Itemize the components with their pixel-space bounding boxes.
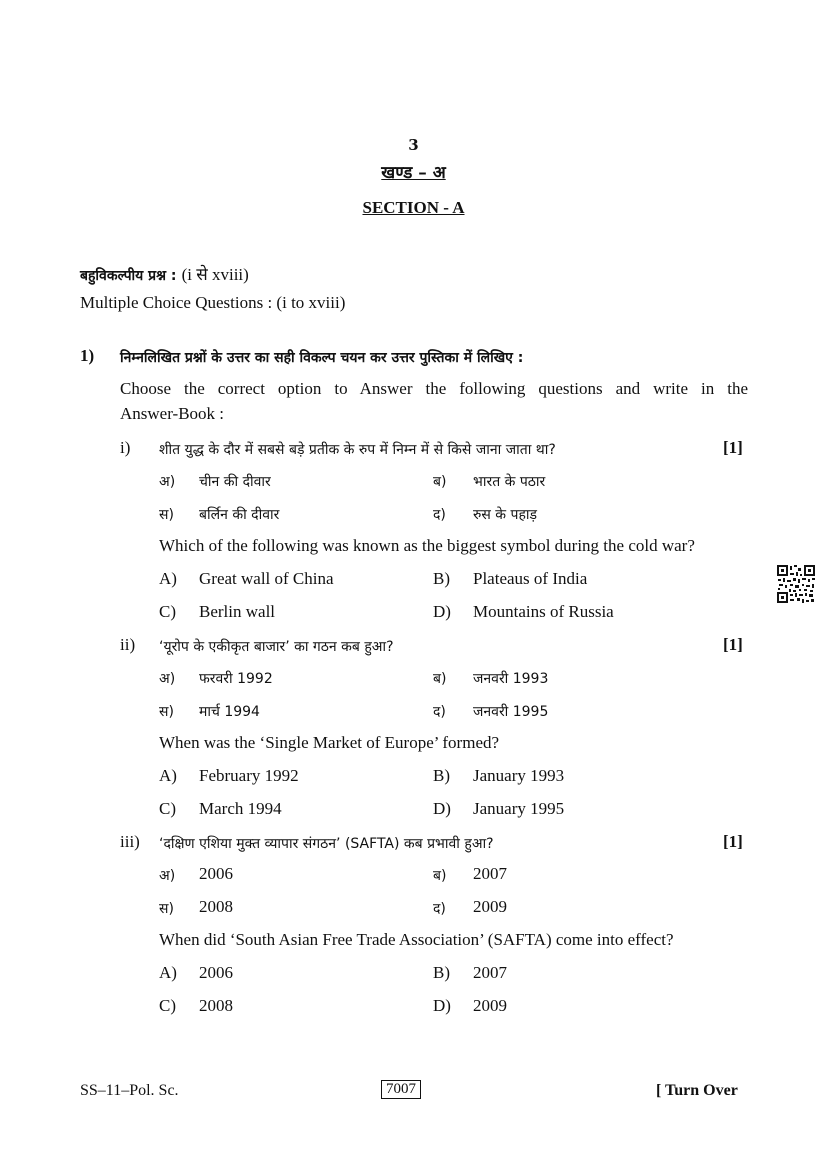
option-text: 2009	[473, 996, 507, 1015]
option-text: बर्लिन की दीवार	[199, 507, 280, 523]
option-label: ब)	[433, 671, 447, 687]
subquestion-number: ii)	[120, 635, 136, 654]
marks-label: [1]	[723, 635, 743, 654]
mcq-heading-hindi: बहुविकल्पीय प्रश्न : (i से xviii)	[80, 265, 249, 284]
section-title-english: SECTION - A	[362, 198, 465, 217]
option-text: Berlin wall	[199, 602, 276, 621]
option-text: भारत के पठार	[473, 474, 546, 490]
question-instruction-english-line2: Answer-Book :	[120, 404, 225, 423]
option-label: C)	[159, 799, 176, 818]
subquestion-text-hindi: ‘दक्षिण एशिया मुक्त व्यापार संगठन’ (SAFTA) कब प्रभावी हुआ?	[159, 836, 494, 852]
option-label: ब)	[433, 868, 447, 884]
question-instruction-english-line1: Choose the correct option to Answer the following questions and write in the	[120, 379, 748, 398]
section-title-hindi: खण्ड – अ	[381, 163, 446, 183]
option-text: 2007	[473, 963, 507, 982]
option-label: स)	[159, 704, 174, 720]
option-label: A)	[159, 963, 177, 982]
qr-code-icon	[777, 565, 815, 603]
page-number: 3	[408, 136, 419, 154]
question-instruction-hindi: निम्नलिखित प्रश्नों के उत्तर का सही विकल्प चयन कर उत्तर पुस्तिका में लिखिए :	[120, 350, 524, 366]
option-text: 2006	[199, 963, 233, 982]
option-text: January 1993	[473, 766, 565, 785]
footer-paper-code: 7007	[381, 1080, 421, 1099]
option-label: B)	[433, 963, 450, 982]
subquestion-number: i)	[120, 438, 131, 457]
option-label: स)	[159, 507, 174, 523]
option-label: A)	[159, 766, 177, 785]
option-text: February 1992	[199, 766, 299, 785]
option-label: B)	[433, 766, 450, 785]
option-label: स)	[159, 901, 174, 917]
option-label: B)	[433, 569, 450, 588]
option-label: अ)	[159, 474, 176, 490]
option-label: D)	[433, 799, 451, 818]
option-label: C)	[159, 996, 176, 1015]
option-label: A)	[159, 569, 177, 588]
option-text: Mountains of Russia	[473, 602, 614, 621]
footer-turn-over: [ Turn Over	[656, 1082, 738, 1099]
option-text: 2008	[199, 996, 233, 1015]
subquestion-text-english: Which of the following was known as the biggest symbol during the cold war?	[159, 536, 695, 555]
option-label: C)	[159, 602, 176, 621]
option-text: फरवरी 1992	[199, 671, 273, 687]
subquestion-number: iii)	[120, 832, 140, 851]
subquestion-text-hindi: ‘यूरोप के एकीकृत बाजार’ का गठन कब हुआ?	[159, 639, 394, 655]
subquestion-text-hindi: शीत युद्ध के दौर में सबसे बड़े प्रतीक के रुप में निम्न में से किसे जाना जाता था?	[159, 442, 556, 458]
question-number: 1)	[80, 346, 95, 365]
option-text: चीन की दीवार	[199, 474, 271, 490]
option-text: March 1994	[199, 799, 282, 818]
option-text: January 1995	[473, 799, 565, 818]
option-label: D)	[433, 602, 451, 621]
option-text: 2008	[199, 897, 233, 916]
subquestion-text-english: When did ‘South Asian Free Trade Association’ (SAFTA) come into effect?	[159, 930, 674, 949]
option-text: Great wall of China	[199, 569, 334, 588]
option-text: 2007	[473, 864, 507, 883]
option-text: जनवरी 1993	[473, 671, 549, 687]
option-text: रुस के पहाड़	[473, 507, 537, 523]
option-label: द)	[433, 901, 446, 917]
option-text: Plateaus of India	[473, 569, 588, 588]
option-text: मार्च 1994	[199, 704, 260, 720]
marks-label: [1]	[723, 832, 743, 851]
footer-subject-code: SS–11–Pol. Sc.	[80, 1082, 179, 1099]
option-text: जनवरी 1995	[473, 704, 549, 720]
option-text: 2006	[199, 864, 233, 883]
mcq-heading-english: Multiple Choice Questions : (i to xviii)	[80, 293, 346, 312]
option-label: द)	[433, 704, 446, 720]
option-label: द)	[433, 507, 446, 523]
subquestion-text-english: When was the ‘Single Market of Europe’ formed?	[159, 733, 500, 752]
marks-label: [1]	[723, 438, 743, 457]
option-label: ब)	[433, 474, 447, 490]
option-text: 2009	[473, 897, 507, 916]
option-label: D)	[433, 996, 451, 1015]
option-label: अ)	[159, 671, 176, 687]
option-label: अ)	[159, 868, 176, 884]
